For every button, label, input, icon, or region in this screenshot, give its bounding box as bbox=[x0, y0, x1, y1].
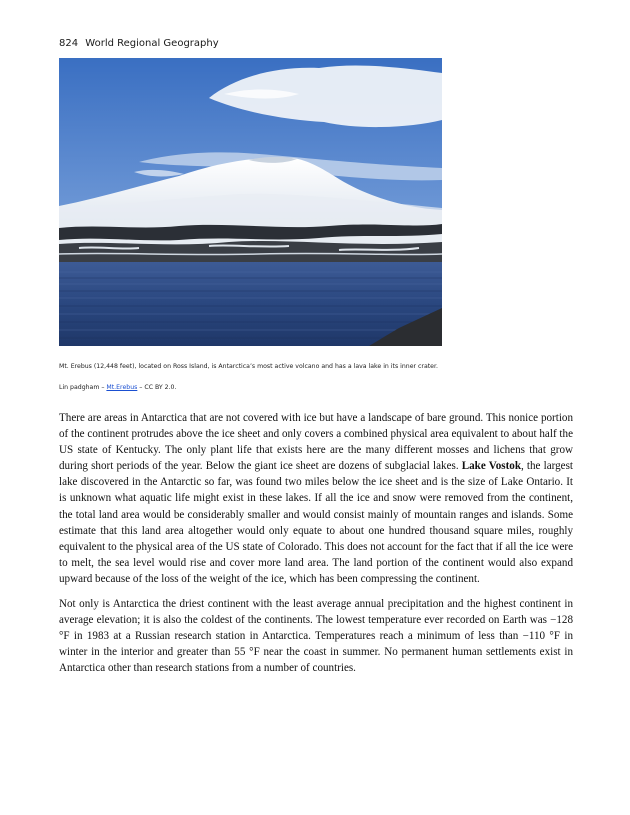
book-title: World Regional Geography bbox=[85, 38, 219, 49]
lake-vostok-term: Lake Vostok bbox=[461, 460, 521, 473]
credit-link[interactable]: Mt.Erebus bbox=[106, 384, 138, 391]
paragraph-1 bbox=[59, 410, 573, 587]
credit-author: Lin padgham – bbox=[59, 384, 107, 391]
paragraph-2: Not only is Antarctica the driest continent with the least average annual precipitation and the highest continent in average elevation; it is also the coldest of the continents. The lowest temperature ever recorded on Earth was −128 °F in 1983 at a Russian research station in Antarctica. Temperatures reach a minimum of less than −110 °F in winter in the interior and greater than 55 °F near the coast in summer. No permanent human settlements exist in Antarctica other than research stations from a number of countries. bbox=[59, 598, 573, 675]
paragraph-1-start: There are areas in Antarctica that are not covered with ice but have a landscape of bare ground. This nonice portion of the continent protrudes above the ice sheet and only covers a combined physical area equivalent to about half the US state of Kentucky. The only plant life that exists here are the many different mosses and lichens that grow during short periods of the year. Below the giant ice sheet are dozens of subglacial lakes. bbox=[59, 412, 573, 473]
running-header bbox=[59, 38, 219, 49]
paragraph-1-end: , the largest lake discovered in the Antarctic so far, was found two miles below the ice sheet and is the size of Lake Ontario. It is unknown what aquatic life might exist in these lakes. If all the ice and snow were removed from the continent, the total land area would be considerably smaller and would consist mainly of mountain ranges and islands. Some estimate that this land area altogether would only equate to about one hundred thousand square miles, roughly equivalent to the physical area of the US state of Colorado. This does not account for the fact that if all the ice were to melt, the sea level would rise and cover more land area. The land portion of the continent would also expand upward because of the loss of the weight of the ice, which has been compressing the continent. bbox=[59, 460, 573, 585]
figure-caption: Mt. Erebus (12,448 feet), located on Ross Island, is Antarctica’s most active volcano and has a lava lake in its inner crater. bbox=[59, 363, 438, 370]
mt-erebus-photo bbox=[59, 58, 442, 346]
photo-illustration bbox=[59, 58, 442, 346]
page-number: 824 bbox=[59, 38, 79, 49]
figure-credit bbox=[59, 384, 176, 391]
body-text bbox=[59, 410, 573, 686]
credit-license: – CC BY 2.0. bbox=[137, 384, 177, 391]
